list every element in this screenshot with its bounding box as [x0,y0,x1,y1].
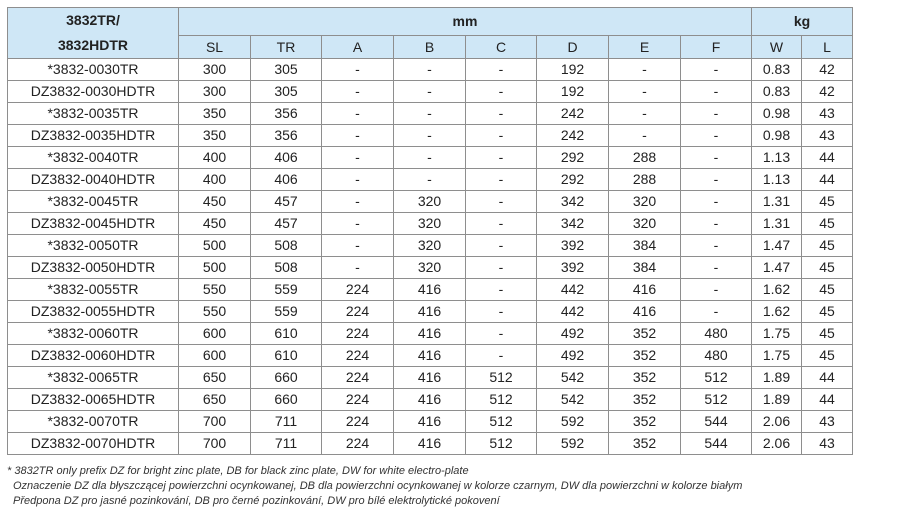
model-number-cell: *3832-0055TR [8,279,179,301]
value-cell-a: - [322,257,394,279]
value-cell-l: 44 [802,169,853,191]
value-cell-a: - [322,235,394,257]
spec-table [7,7,853,455]
model-number-cell: *3832-0035TR [8,103,179,125]
value-cell-f: - [681,191,752,213]
value-cell-w: 1.89 [752,389,802,411]
value-cell-c: - [466,257,537,279]
table-body [8,59,853,455]
value-cell-d: 442 [537,301,609,323]
value-cell-w: 1.31 [752,213,802,235]
value-cell-b: 416 [394,323,466,345]
value-cell-l: 43 [802,125,853,147]
model-number-cell: DZ3832-0045HDTR [8,213,179,235]
value-cell-f: - [681,235,752,257]
value-cell-c: - [466,103,537,125]
value-cell-l: 45 [802,235,853,257]
value-cell-sl: 550 [179,279,251,301]
model-number-cell: DZ3832-0050HDTR [8,257,179,279]
value-cell-tr: 711 [251,411,322,433]
value-cell-c: 512 [466,411,537,433]
table-row [8,389,853,411]
value-cell-f: 512 [681,389,752,411]
value-cell-b: 320 [394,235,466,257]
footnotes [7,464,742,509]
value-cell-e: 288 [609,169,681,191]
value-cell-d: 492 [537,345,609,367]
value-cell-b: - [394,59,466,81]
value-cell-d: 592 [537,433,609,455]
column-header-c: C [466,35,537,58]
value-cell-c: - [466,147,537,169]
value-cell-d: 542 [537,367,609,389]
value-cell-d: 292 [537,147,609,169]
model-column-header [8,8,179,59]
value-cell-a: - [322,169,394,191]
value-cell-tr: 457 [251,213,322,235]
table-row [8,59,853,81]
value-cell-e: 288 [609,147,681,169]
value-cell-sl: 700 [179,433,251,455]
model-number-cell: DZ3832-0030HDTR [8,81,179,103]
value-cell-sl: 450 [179,213,251,235]
column-header-d: D [537,35,609,58]
table-row [8,279,853,301]
value-cell-c: 512 [466,389,537,411]
value-cell-f: 480 [681,323,752,345]
value-cell-sl: 500 [179,257,251,279]
value-cell-tr: 559 [251,279,322,301]
value-cell-l: 45 [802,279,853,301]
value-cell-b: 416 [394,411,466,433]
value-cell-f: - [681,147,752,169]
value-cell-sl: 650 [179,367,251,389]
column-header-sl: SL [179,35,251,58]
value-cell-a: - [322,103,394,125]
value-cell-tr: 305 [251,59,322,81]
value-cell-f: - [681,213,752,235]
column-header-w: W [752,35,802,58]
value-cell-sl: 400 [179,147,251,169]
value-cell-w: 1.89 [752,367,802,389]
value-cell-d: 442 [537,279,609,301]
value-cell-b: 320 [394,213,466,235]
table-row [8,433,853,455]
footnote-english: * 3832TR only prefix DZ for bright zinc plate, DB for black zinc plate, DW for white electro-plate [7,465,469,477]
value-cell-w: 1.31 [752,191,802,213]
value-cell-l: 43 [802,103,853,125]
value-cell-w: 1.75 [752,345,802,367]
column-header-f: F [681,35,752,58]
table-row [8,191,853,213]
value-cell-a: 224 [322,389,394,411]
value-cell-w: 1.47 [752,257,802,279]
value-cell-sl: 500 [179,235,251,257]
value-cell-d: 192 [537,59,609,81]
table-row [8,125,853,147]
value-cell-a: 224 [322,279,394,301]
value-cell-tr: 660 [251,367,322,389]
table-row [8,257,853,279]
value-cell-c: - [466,59,537,81]
value-cell-a: 224 [322,367,394,389]
value-cell-tr: 457 [251,191,322,213]
table-row [8,103,853,125]
value-cell-l: 43 [802,433,853,455]
table-row [8,213,853,235]
value-cell-c: - [466,213,537,235]
value-cell-w: 2.06 [752,411,802,433]
value-cell-a: 224 [322,411,394,433]
value-cell-sl: 350 [179,125,251,147]
value-cell-c: - [466,81,537,103]
value-cell-c: 512 [466,367,537,389]
value-cell-f: - [681,169,752,191]
value-cell-l: 44 [802,367,853,389]
table-row [8,301,853,323]
value-cell-e: 416 [609,279,681,301]
value-cell-e: 352 [609,323,681,345]
value-cell-a: - [322,213,394,235]
value-cell-l: 45 [802,345,853,367]
value-cell-b: - [394,169,466,191]
table-row [8,323,853,345]
value-cell-w: 0.98 [752,103,802,125]
value-cell-l: 45 [802,191,853,213]
model-number-cell: *3832-0070TR [8,411,179,433]
column-header-b: B [394,35,466,58]
value-cell-l: 45 [802,323,853,345]
value-cell-b: 416 [394,301,466,323]
value-cell-e: - [609,59,681,81]
value-cell-l: 42 [802,81,853,103]
table-row [8,169,853,191]
value-cell-sl: 700 [179,411,251,433]
value-cell-tr: 610 [251,345,322,367]
value-cell-tr: 660 [251,389,322,411]
value-cell-w: 2.06 [752,433,802,455]
value-cell-tr: 610 [251,323,322,345]
value-cell-w: 1.62 [752,301,802,323]
column-header-l: L [802,35,853,58]
value-cell-tr: 305 [251,81,322,103]
value-cell-tr: 406 [251,147,322,169]
value-cell-w: 0.98 [752,125,802,147]
value-cell-e: 416 [609,301,681,323]
model-header-line1: 3832TR/ [66,12,120,28]
value-cell-w: 1.62 [752,279,802,301]
model-number-cell: DZ3832-0060HDTR [8,345,179,367]
value-cell-tr: 559 [251,301,322,323]
value-cell-b: 320 [394,257,466,279]
value-cell-c: - [466,125,537,147]
value-cell-c: - [466,345,537,367]
value-cell-d: 342 [537,213,609,235]
value-cell-d: 542 [537,389,609,411]
value-cell-e: 320 [609,213,681,235]
value-cell-w: 0.83 [752,59,802,81]
model-number-cell: *3832-0050TR [8,235,179,257]
value-cell-tr: 508 [251,257,322,279]
table-row [8,147,853,169]
value-cell-sl: 650 [179,389,251,411]
value-cell-f: 544 [681,411,752,433]
value-cell-b: - [394,103,466,125]
value-cell-f: - [681,81,752,103]
column-header-tr: TR [251,35,322,58]
value-cell-d: 592 [537,411,609,433]
value-cell-c: - [466,323,537,345]
value-cell-w: 1.47 [752,235,802,257]
value-cell-w: 1.13 [752,147,802,169]
value-cell-b: 416 [394,389,466,411]
value-cell-e: 352 [609,345,681,367]
value-cell-c: - [466,169,537,191]
model-number-cell: DZ3832-0055HDTR [8,301,179,323]
value-cell-d: 192 [537,81,609,103]
value-cell-b: 416 [394,433,466,455]
value-cell-l: 44 [802,389,853,411]
value-cell-a: - [322,125,394,147]
value-cell-l: 42 [802,59,853,81]
value-cell-sl: 400 [179,169,251,191]
value-cell-b: - [394,81,466,103]
value-cell-f: 544 [681,433,752,455]
value-cell-d: 492 [537,323,609,345]
value-cell-l: 45 [802,301,853,323]
value-cell-e: 384 [609,257,681,279]
model-number-cell: *3832-0045TR [8,191,179,213]
value-cell-d: 392 [537,235,609,257]
value-cell-l: 44 [802,147,853,169]
table-row [8,411,853,433]
value-cell-sl: 600 [179,345,251,367]
value-cell-f: 512 [681,367,752,389]
table-row [8,367,853,389]
value-cell-sl: 450 [179,191,251,213]
value-cell-e: 384 [609,235,681,257]
value-cell-e: 352 [609,389,681,411]
value-cell-d: 292 [537,169,609,191]
model-number-cell: DZ3832-0065HDTR [8,389,179,411]
footnote-czech: Předpona DZ pro jasné pozinkování, DB pro černé pozinkování, DW pro bílé elektrolytické pokovení [13,495,500,507]
value-cell-c: - [466,279,537,301]
value-cell-w: 1.13 [752,169,802,191]
value-cell-d: 242 [537,125,609,147]
value-cell-e: - [609,125,681,147]
table-row [8,235,853,257]
kg-group-header: kg [752,8,853,36]
value-cell-a: - [322,81,394,103]
value-cell-e: 320 [609,191,681,213]
value-cell-a: 224 [322,323,394,345]
value-cell-l: 45 [802,213,853,235]
mm-group-header: mm [179,8,752,36]
value-cell-f: - [681,125,752,147]
value-cell-a: 224 [322,301,394,323]
value-cell-sl: 550 [179,301,251,323]
value-cell-f: - [681,279,752,301]
value-cell-c: - [466,301,537,323]
value-cell-w: 1.75 [752,323,802,345]
model-number-cell: *3832-0060TR [8,323,179,345]
value-cell-b: 416 [394,345,466,367]
value-cell-tr: 508 [251,235,322,257]
value-cell-b: 416 [394,279,466,301]
model-header-line2: 3832HDTR [57,37,129,53]
value-cell-a: - [322,147,394,169]
model-number-cell: *3832-0030TR [8,59,179,81]
value-cell-tr: 356 [251,125,322,147]
value-cell-tr: 711 [251,433,322,455]
value-cell-b: 320 [394,191,466,213]
value-cell-d: 342 [537,191,609,213]
model-number-cell: DZ3832-0040HDTR [8,169,179,191]
value-cell-f: - [681,103,752,125]
model-number-cell: DZ3832-0070HDTR [8,433,179,455]
value-cell-w: 0.83 [752,81,802,103]
model-number-cell: DZ3832-0035HDTR [8,125,179,147]
column-header-e: E [609,35,681,58]
value-cell-d: 242 [537,103,609,125]
value-cell-sl: 300 [179,81,251,103]
value-cell-sl: 300 [179,59,251,81]
value-cell-f: 480 [681,345,752,367]
value-cell-sl: 600 [179,323,251,345]
value-cell-a: 224 [322,345,394,367]
value-cell-d: 392 [537,257,609,279]
value-cell-b: - [394,147,466,169]
value-cell-f: - [681,301,752,323]
value-cell-c: - [466,235,537,257]
value-cell-sl: 350 [179,103,251,125]
footnote-polish: Oznaczenie DZ dla błyszczącej powierzchni ocynkowanej, DB dla powierzchni ocynkowanej w kolorze czarnym, DW dla powierzchni w kolorze białym [13,480,743,492]
value-cell-a: - [322,191,394,213]
table-row [8,81,853,103]
value-cell-e: 352 [609,411,681,433]
value-cell-f: - [681,59,752,81]
value-cell-tr: 406 [251,169,322,191]
value-cell-a: 224 [322,433,394,455]
model-number-cell: *3832-0065TR [8,367,179,389]
value-cell-f: - [681,257,752,279]
value-cell-a: - [322,59,394,81]
value-cell-c: - [466,191,537,213]
column-header-a: A [322,35,394,58]
value-cell-e: - [609,103,681,125]
value-cell-e: 352 [609,367,681,389]
value-cell-l: 45 [802,257,853,279]
value-cell-tr: 356 [251,103,322,125]
value-cell-b: 416 [394,367,466,389]
table-row [8,345,853,367]
value-cell-e: - [609,81,681,103]
value-cell-c: 512 [466,433,537,455]
value-cell-l: 43 [802,411,853,433]
value-cell-b: - [394,125,466,147]
value-cell-e: 352 [609,433,681,455]
model-number-cell: *3832-0040TR [8,147,179,169]
